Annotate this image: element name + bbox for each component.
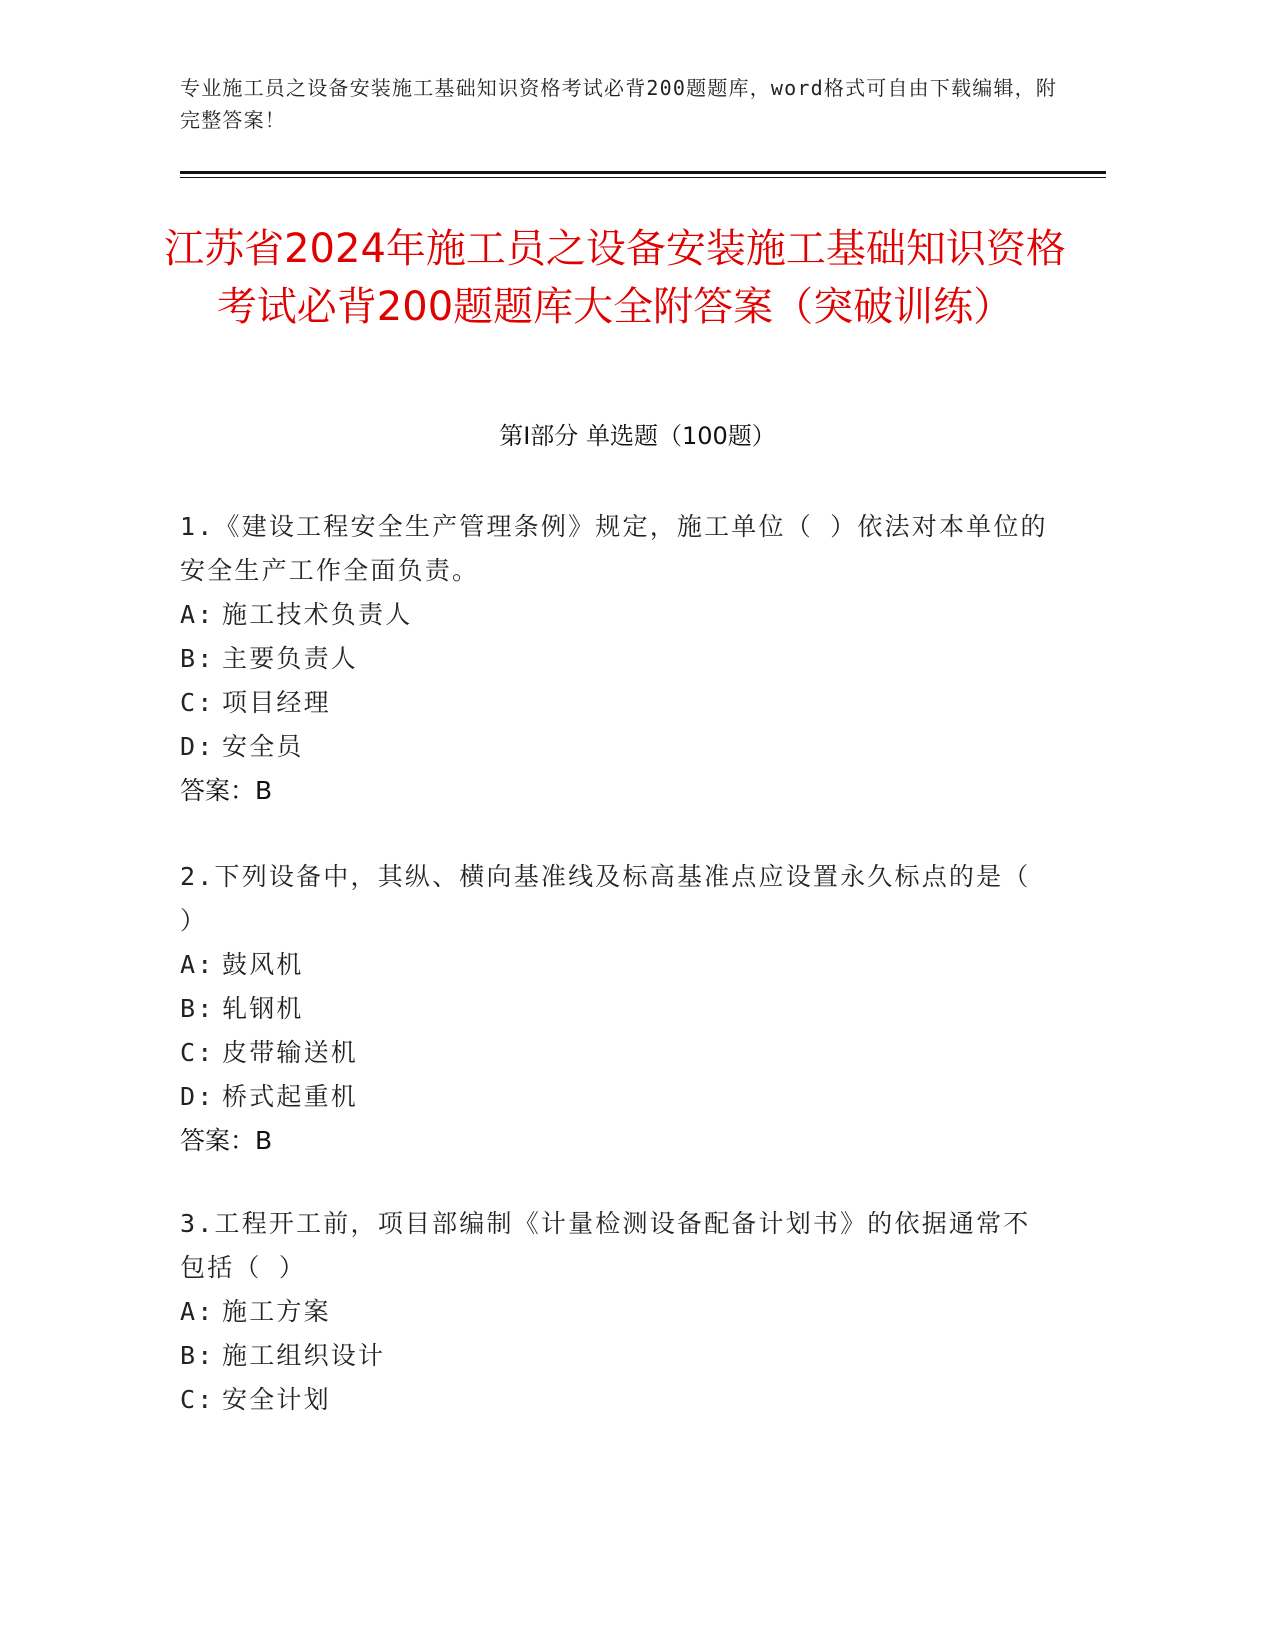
option-key: C: [180,688,215,717]
option-key: C: [180,1385,215,1414]
option-key: B: [180,994,215,1023]
option-key: D: [180,1082,215,1111]
option-text: 安全员 [222,732,304,761]
question-2 [180,855,1050,1163]
header-note: 专业施工员之设备安装施工基础知识资格考试必背200题题库，word格式可自由下载编辑，附完整答案！ [180,76,1058,132]
option-a [180,943,1050,987]
option-text: 施工技术负责人 [222,600,413,629]
header-rule-thick [180,171,1106,174]
option-key: A: [180,600,215,629]
option-text: 项目经理 [222,688,331,717]
option-b [180,1334,1050,1378]
answer-line: 答案：B [180,1126,273,1155]
option-a [180,593,1050,637]
option-text: 鼓风机 [222,950,304,979]
option-c [180,1378,1050,1422]
question-stem: 2.下列设备中，其纵、横向基准线及标高基准点应设置永久标点的是（ ） [180,862,1031,935]
option-key: C: [180,1038,215,1067]
option-key: A: [180,1297,215,1326]
option-a [180,1290,1050,1334]
option-text: 施工方案 [222,1297,331,1326]
option-key: B: [180,644,215,673]
question-3 [180,1202,1050,1422]
option-d [180,1075,1050,1119]
option-key: A: [180,950,215,979]
answer-line: 答案：B [180,776,273,805]
option-text: 安全计划 [222,1385,331,1414]
option-c [180,681,1050,725]
question-stem: 3.工程开工前，项目部编制《计量检测设备配备计划书》的依据通常不包括（ ） [180,1209,1031,1282]
header-rule-thin [180,177,1106,178]
document-title: 江苏省2024年施工员之设备安装施工基础知识资格考试必背200题题库大全附答案（突破训练） [164,226,1066,330]
option-b [180,637,1050,681]
option-text: 皮带输送机 [222,1038,359,1067]
option-text: 主要负责人 [222,644,359,673]
question-1 [180,505,1050,813]
option-text: 施工组织设计 [222,1341,386,1370]
option-key: B: [180,1341,215,1370]
option-key: D: [180,732,215,761]
section-heading: 第I部分 单选题（100题） [499,422,776,450]
option-b [180,987,1050,1031]
option-text: 轧钢机 [222,994,304,1023]
option-text: 桥式起重机 [222,1082,359,1111]
option-d [180,725,1050,769]
option-c [180,1031,1050,1075]
question-stem: 1.《建设工程安全生产管理条例》规定，施工单位（ ）依法对本单位的安全生产工作全面负责。 [180,512,1048,585]
